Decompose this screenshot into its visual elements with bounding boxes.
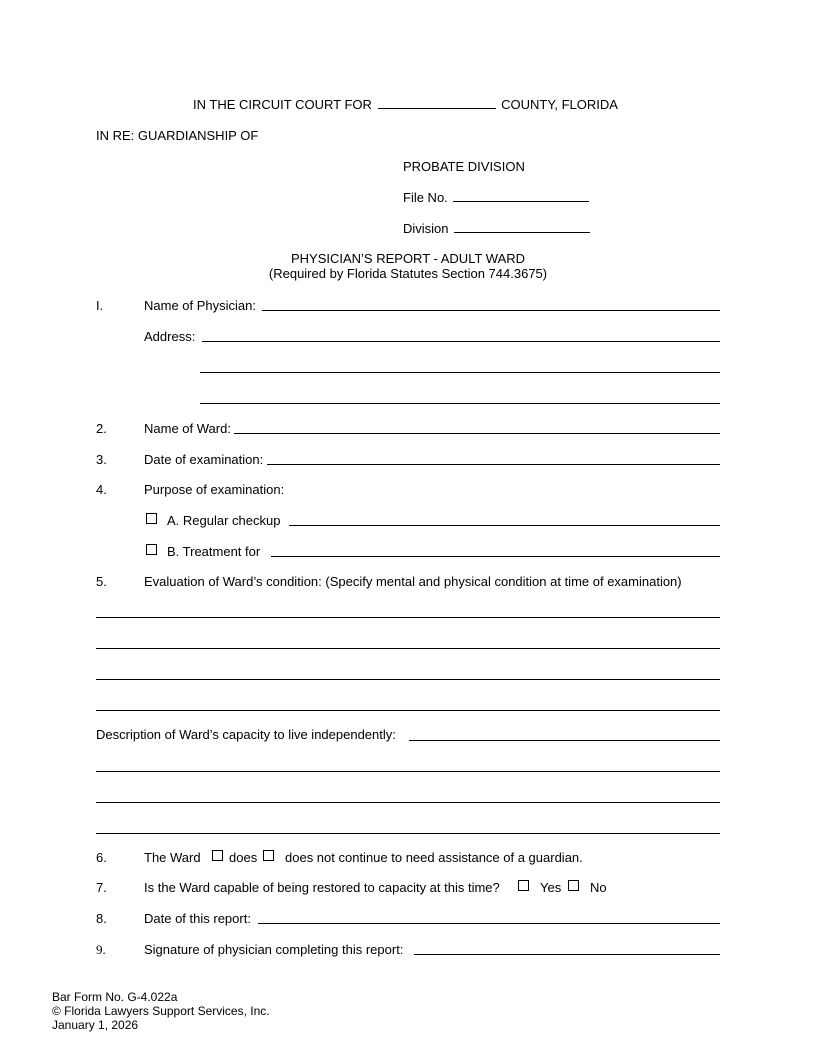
address-label: Address: bbox=[144, 329, 196, 344]
item-4-number: 4. bbox=[96, 482, 107, 497]
report-date-field[interactable] bbox=[258, 923, 720, 924]
division-line bbox=[403, 221, 590, 236]
yes-checkbox[interactable] bbox=[518, 880, 529, 891]
evaluation-label: Evaluation of Ward’s condition: (Specify mental and physical condition at time of examination) bbox=[144, 574, 682, 589]
physician-name-label: Name of Physician: bbox=[144, 298, 256, 313]
treatment-for-field[interactable] bbox=[271, 556, 720, 557]
item-7-number: 7. bbox=[96, 880, 107, 895]
footer-date: January 1, 2026 bbox=[52, 1018, 139, 1032]
yes-label: Yes bbox=[540, 880, 562, 895]
restored-capacity-label: Is the Ward capable of being restored to capacity at this time? bbox=[144, 880, 500, 895]
court-line bbox=[193, 97, 618, 112]
signature-field[interactable] bbox=[414, 954, 720, 955]
item-1-number: I. bbox=[96, 298, 104, 313]
address-field-line-2[interactable] bbox=[200, 372, 720, 373]
capacity-field-line-2[interactable] bbox=[96, 771, 720, 772]
ward-name-field[interactable] bbox=[234, 433, 720, 434]
ward-need-prefix: The Ward bbox=[144, 850, 201, 865]
court-suffix: COUNTY, FLORIDA bbox=[501, 97, 618, 112]
exam-date-label: Date of examination: bbox=[144, 452, 264, 467]
no-checkbox[interactable] bbox=[568, 880, 579, 891]
does-checkbox[interactable] bbox=[212, 850, 223, 861]
item-6-number: 6. bbox=[96, 850, 107, 865]
regular-checkup-checkbox[interactable] bbox=[146, 513, 157, 524]
footer-form-number: Bar Form No. G-4.022a bbox=[52, 990, 178, 1004]
evaluation-field-line-3[interactable] bbox=[96, 679, 720, 680]
form-title: PHYSICIAN’S REPORT - ADULT WARD bbox=[290, 251, 526, 266]
does-not-label: does not continue to need assistance of a guardian. bbox=[285, 850, 583, 865]
purpose-label: Purpose of examination: bbox=[144, 482, 285, 497]
regular-checkup-label: A. Regular checkup bbox=[167, 513, 281, 528]
evaluation-field-line-1[interactable] bbox=[96, 617, 720, 618]
court-prefix: IN THE CIRCUIT COURT FOR bbox=[193, 97, 372, 112]
probate-division-label: PROBATE DIVISION bbox=[403, 159, 525, 174]
capacity-field-line-4[interactable] bbox=[96, 833, 720, 834]
physician-name-field[interactable] bbox=[262, 310, 720, 311]
evaluation-field-line-2[interactable] bbox=[96, 648, 720, 649]
division-label: Division bbox=[403, 221, 449, 236]
file-no-field[interactable] bbox=[453, 190, 589, 202]
footer-copyright: © Florida Lawyers Support Services, Inc. bbox=[52, 1004, 270, 1018]
capacity-field-line-1[interactable] bbox=[409, 740, 720, 741]
does-not-checkbox[interactable] bbox=[263, 850, 274, 861]
item-5-number: 5. bbox=[96, 574, 107, 589]
division-field[interactable] bbox=[454, 221, 590, 233]
capacity-field-line-3[interactable] bbox=[96, 802, 720, 803]
address-field-line-1[interactable] bbox=[202, 341, 720, 342]
regular-checkup-field[interactable] bbox=[289, 525, 720, 526]
item-8-number: 8. bbox=[96, 911, 107, 926]
treatment-for-label: B. Treatment for bbox=[167, 544, 261, 559]
in-re-label: IN RE: GUARDIANSHIP OF bbox=[96, 128, 259, 143]
signature-label: Signature of physician completing this report: bbox=[144, 942, 404, 957]
evaluation-field-line-4[interactable] bbox=[96, 710, 720, 711]
does-label: does bbox=[229, 850, 258, 865]
item-3-number: 3. bbox=[96, 452, 107, 467]
capacity-label: Description of Ward’s capacity to live independently: bbox=[96, 727, 396, 742]
file-no-label: File No. bbox=[403, 190, 448, 205]
item-9-number: 9. bbox=[96, 942, 106, 957]
ward-name-label: Name of Ward: bbox=[144, 421, 231, 436]
county-blank[interactable] bbox=[378, 97, 496, 109]
item-2-number: 2. bbox=[96, 421, 107, 436]
no-label: No bbox=[590, 880, 607, 895]
address-field-line-3[interactable] bbox=[200, 403, 720, 404]
file-no-line bbox=[403, 190, 589, 205]
exam-date-field[interactable] bbox=[267, 464, 720, 465]
form-subtitle: (Required by Florida Statutes Section 744.3675) bbox=[268, 266, 548, 281]
treatment-for-checkbox[interactable] bbox=[146, 544, 157, 555]
report-date-label: Date of this report: bbox=[144, 911, 251, 926]
